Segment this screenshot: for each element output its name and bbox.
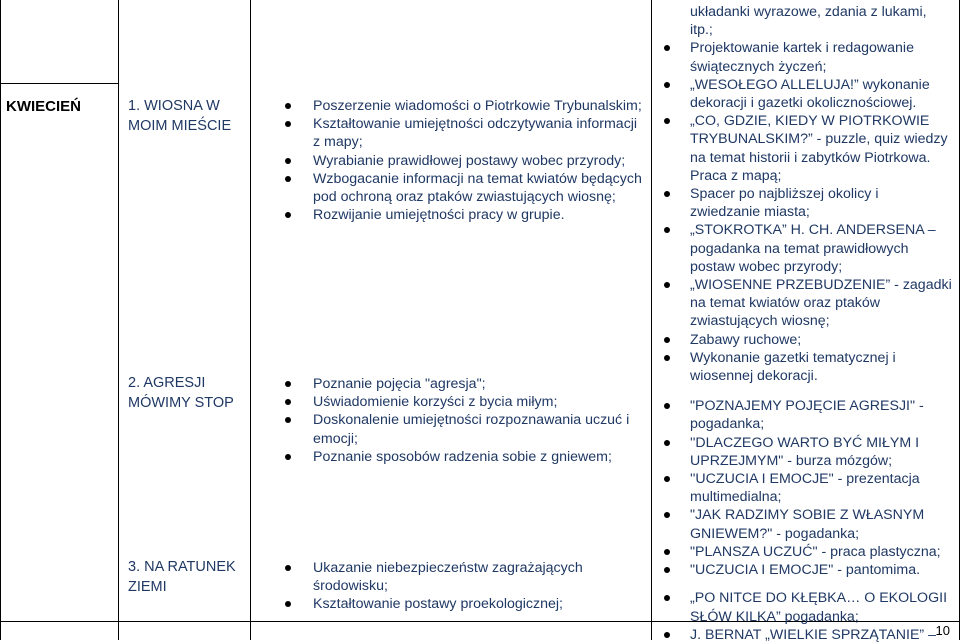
bullet-icon (664, 227, 670, 233)
goal-item: Rozwijanie umiejętności pracy w grupie. (313, 206, 643, 224)
bullet-icon (664, 567, 670, 573)
bullet-icon (664, 476, 670, 482)
bullet-icon (664, 403, 670, 409)
activity-item: Wykonanie gazetki tematycznej i wiosennej dekoracji. (690, 349, 952, 385)
goals-list-2 (313, 375, 643, 466)
activity-item: ''UCZUCIA I EMOCJE" - prezentacja multimedialna; (690, 470, 952, 506)
bullet-icon (664, 191, 670, 197)
activity-item: "UCZUCIA I EMOCJE" - pantomima. (690, 561, 952, 579)
goals-list-1 (313, 97, 643, 224)
bullet-icon (664, 595, 670, 601)
bullet-icon (664, 632, 670, 638)
bullet-icon (664, 118, 670, 124)
bullet-icon (664, 549, 670, 555)
activities-list (690, 3, 952, 644)
bullet-icon (285, 417, 291, 423)
goal-item: Wyrabianie prawidłowej postawy wobec przyrody; (313, 152, 643, 170)
bullet-icon (285, 565, 291, 571)
activity-item: ''DLACZEGO WARTO BYĆ MIŁYM I UPRZEJMYM" - burza mózgów; (690, 434, 952, 470)
table-border-left (0, 0, 1, 640)
activity-item: J. BERNAT „WIELKIE SPRZĄTANIE” – (690, 626, 952, 644)
activity-item: "JAK RADZIMY SOBIE Z WŁASNYM GNIEWEM?" - pogadanka; (690, 506, 952, 542)
bullet-icon (664, 337, 670, 343)
month-label: KWIECIEŃ (6, 98, 81, 115)
goal-item: Wzbogacanie informacji na temat kwiatów będących pod ochroną oraz ptaków zwiastujących wiosnę; (313, 170, 643, 206)
goals-list-3 (313, 559, 643, 614)
table-divider-2 (250, 0, 251, 640)
bullet-icon (664, 512, 670, 518)
activity-item: „CO, GDZIE, KIEDY W PIOTRKOWIE TRYBUNALSKIM?” - puzzle, quiz wiedzy na temat historii i zabytków Piotrkowa. Praca z mapą; (690, 112, 952, 185)
goal-item: Doskonalenie umiejętności rozpoznawania uczuć i emocji; (313, 411, 643, 447)
goal-item: Poznanie pojęcia "agresja"; (313, 375, 643, 393)
goal-item: Poznanie sposobów radzenia sobie z gniewem; (313, 448, 643, 466)
bullet-icon (285, 158, 291, 164)
goal-item: Ukazanie niebezpieczeństw zagrażających środowisku; (313, 559, 643, 595)
goal-item: Poszerzenie wiadomości o Piotrkowie Trybunalskim; (313, 97, 643, 115)
activity-item: „WIOSENNE PRZEBUDZENIE” - zagadki na temat kwiatów oraz ptaków zwiastujących wiosnę; (690, 276, 952, 331)
activity-item: "POZNAJEMY POJĘCIE AGRESJI" - pogadanka; (690, 397, 952, 433)
bullet-icon (664, 45, 670, 51)
bullet-icon (285, 399, 291, 405)
bullet-icon (664, 440, 670, 446)
activity-item: układanki wyrazowe, zdania z lukami, itp.; (690, 4, 927, 39)
bullet-icon (664, 355, 670, 361)
table-divider-1 (118, 0, 119, 640)
bullet-icon (285, 121, 291, 127)
bullet-icon (285, 212, 291, 218)
activity-item: "PLANSZA UCZUĆ" - praca plastyczna; (690, 543, 952, 561)
activity-item: Spacer po najbliższej okolicy i zwiedzanie miasta; (690, 185, 952, 221)
table-rule-top (0, 83, 118, 84)
activity-item: Projektowanie kartek i redagowanie świątecznych życzeń; (690, 39, 952, 75)
bullet-icon (285, 381, 291, 387)
bullet-icon (285, 176, 291, 182)
bullet-icon (285, 454, 291, 460)
bullet-icon (285, 601, 291, 607)
goal-item: Uświadomienie korzyści z bycia miłym; (313, 393, 643, 411)
table-divider-3 (651, 0, 652, 640)
topic-3: 3. NA RATUNEK ZIEMI (128, 559, 236, 595)
topic-2: 2. AGRESJI MÓWIMY STOP (128, 375, 234, 411)
bullet-icon (664, 282, 670, 288)
goal-item: Kształtowanie postawy proekologicznej; (313, 595, 643, 613)
topic-1: 1. WIOSNA W MOIM MIEŚCIE (128, 98, 232, 134)
activity-item: Zabawy ruchowe; (690, 331, 952, 349)
goal-item: Kształtowanie umiejętności odczytywania informacji z mapy; (313, 115, 643, 151)
activity-item: „WESOŁEGO ALLELUJA!” wykonanie dekoracji i gazetki okolicznościowej. (690, 76, 952, 112)
activity-item: „STOKROTKA” H. CH. ANDERSENA – pogadanka na temat prawidłowych postaw wobec przyrody; (690, 221, 952, 276)
page-number: 10 (935, 623, 950, 638)
bullet-icon (285, 103, 291, 109)
bullet-icon (664, 82, 670, 88)
activity-item: „PO NITCE DO KŁĘBKA… O EKOLOGII SŁÓW KILKA” pogadanka; (690, 589, 952, 625)
